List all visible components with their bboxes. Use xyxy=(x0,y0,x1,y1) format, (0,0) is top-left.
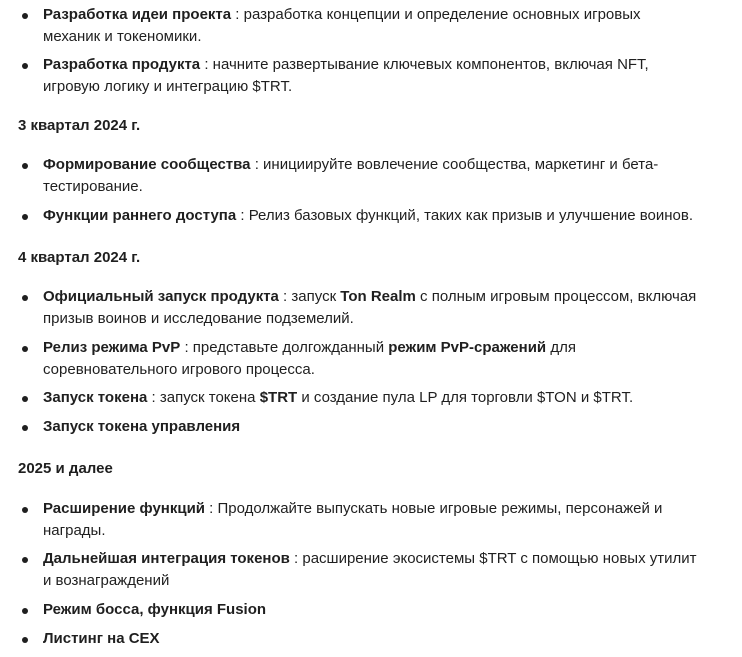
item-term: Запуск токена управления xyxy=(43,418,241,435)
item-description: игровую логику и интеграцию $TRT. xyxy=(43,78,293,95)
list-item-text xyxy=(43,628,723,650)
item-description: с полным игровым процессом, включая xyxy=(415,288,697,305)
bullet-icon xyxy=(22,214,28,220)
bullet-icon xyxy=(22,637,28,643)
bullet-icon xyxy=(22,63,28,69)
list-item-text xyxy=(43,599,723,621)
bullet-icon xyxy=(22,13,28,19)
token-name: $TRT xyxy=(259,389,298,406)
item-description: и создание пула LP для торговли $TON и $TRT. xyxy=(297,389,634,406)
item-term: Функции раннего доступа xyxy=(43,207,237,224)
list-item-text xyxy=(43,54,723,98)
item-description: : инициируйте вовлечение сообщества, маркетинг и бета- xyxy=(250,156,659,173)
bullet-icon xyxy=(22,425,28,431)
text-line xyxy=(43,176,723,198)
item-term: Релиз режима PvP xyxy=(43,339,181,356)
text-line xyxy=(43,286,723,308)
item-description: : Продолжайте выпускать новые игровые режимы, персонажей и xyxy=(205,500,663,517)
text-line xyxy=(43,4,723,26)
text-line xyxy=(43,308,723,330)
text-line xyxy=(43,628,723,650)
item-description: : запуск xyxy=(278,288,341,305)
text-line xyxy=(43,570,723,592)
bullet-icon xyxy=(22,295,28,301)
item-term: Официальный запуск продукта xyxy=(43,288,279,305)
item-description: для xyxy=(546,339,576,356)
list-item-text xyxy=(43,387,723,409)
section-heading: 3 квартал 2024 г. xyxy=(18,117,141,134)
bullet-icon xyxy=(22,557,28,563)
text-line xyxy=(43,337,723,359)
list-item-text xyxy=(43,498,723,542)
section-heading: 4 квартал 2024 г. xyxy=(18,249,141,266)
item-term: Формирование сообщества xyxy=(43,156,251,173)
item-term: Запуск токена xyxy=(43,389,148,406)
text-line xyxy=(43,359,723,381)
section-heading: 2025 и далее xyxy=(18,460,113,477)
list-item-text xyxy=(43,154,723,198)
item-term: Листинг на CEX xyxy=(43,630,160,647)
item-description: соревновательного игрового процесса. xyxy=(43,361,315,378)
item-term: Расширение функций xyxy=(43,500,206,517)
text-line xyxy=(43,548,723,570)
item-description: призыв воинов и исследование подземелий. xyxy=(43,310,354,327)
list-item-text xyxy=(43,337,723,381)
text-line xyxy=(43,154,723,176)
item-description: : Релиз базовых функций, таких как призыв и улучшение воинов. xyxy=(236,207,694,224)
item-term: Дальнейшая интеграция токенов xyxy=(43,550,290,567)
text-line xyxy=(43,26,723,48)
text-line xyxy=(43,498,723,520)
item-description: : представьте долгожданный xyxy=(180,339,389,356)
text-line xyxy=(43,520,723,542)
bullet-icon xyxy=(22,346,28,352)
item-term: Режим босса, функция Fusion xyxy=(43,601,267,618)
item-term: Разработка продукта xyxy=(43,56,201,73)
item-description: награды. xyxy=(43,522,106,539)
list-item-text xyxy=(43,416,723,438)
bullet-icon xyxy=(22,507,28,513)
text-line xyxy=(43,76,723,98)
list-item-text xyxy=(43,4,723,48)
item-description: механик и токеномики. xyxy=(43,28,202,45)
list-item-text xyxy=(43,286,723,330)
item-description: : разработка концепции и определение основных игровых xyxy=(231,6,641,23)
text-line xyxy=(43,387,723,409)
bullet-icon xyxy=(22,608,28,614)
emphasis-text: режим PvP-сражений xyxy=(388,339,547,356)
item-description: : запуск токена xyxy=(147,389,260,406)
text-line xyxy=(43,205,723,227)
bullet-icon xyxy=(22,163,28,169)
item-description: тестирование. xyxy=(43,178,143,195)
item-description: и вознаграждений xyxy=(43,572,170,589)
bullet-icon xyxy=(22,396,28,402)
item-description: : расширение экосистемы $TRT с помощью новых утилит xyxy=(289,550,697,567)
item-description: : начните развертывание ключевых компонентов, включая NFT, xyxy=(200,56,649,73)
product-name: Ton Realm xyxy=(340,288,416,305)
text-line xyxy=(43,416,723,438)
list-item-text xyxy=(43,205,723,227)
text-line xyxy=(43,599,723,621)
list-item-text xyxy=(43,548,723,592)
text-line xyxy=(43,54,723,76)
item-term: Разработка идеи проекта xyxy=(43,6,232,23)
